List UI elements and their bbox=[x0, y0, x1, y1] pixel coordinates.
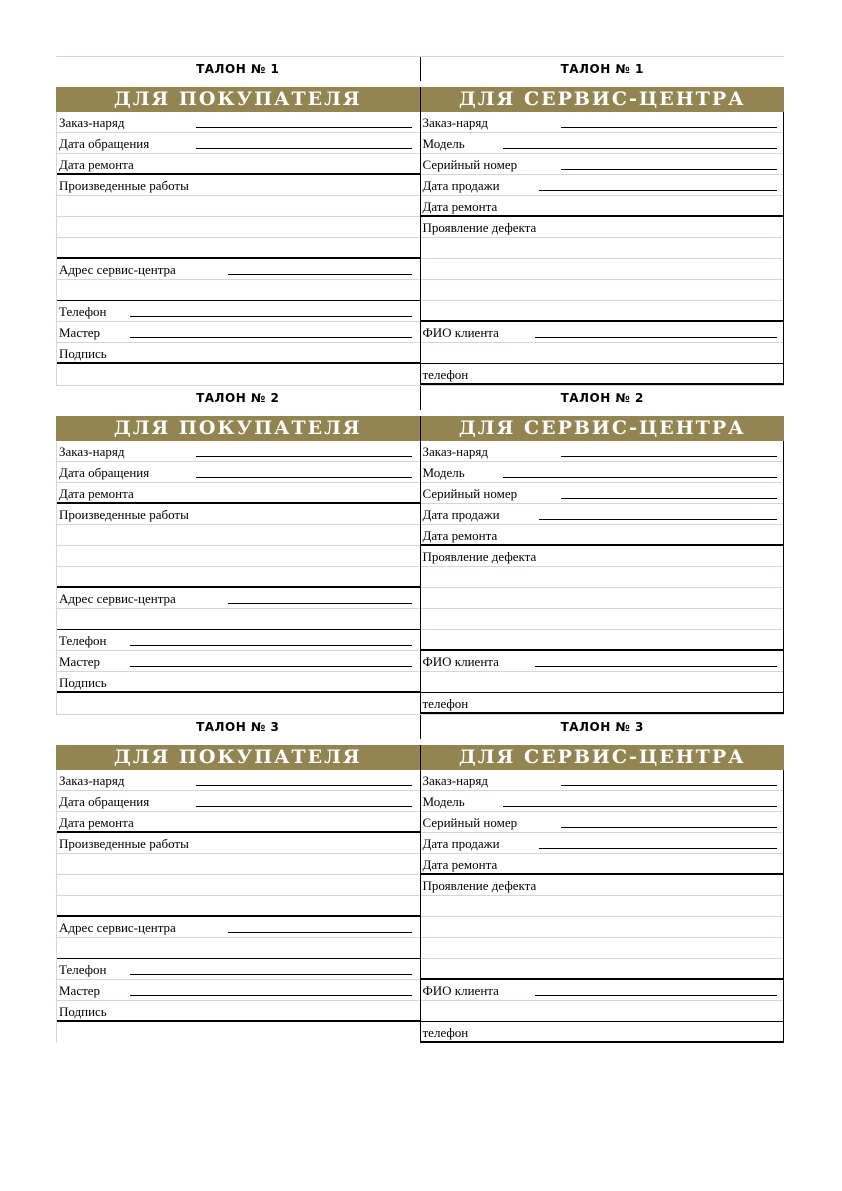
field-model[interactable] bbox=[421, 133, 784, 154]
field-defect[interactable] bbox=[421, 546, 784, 567]
service-section-band: ДЛЯ СЕРВИС-ЦЕНТРА bbox=[420, 745, 785, 770]
field-label: Дата ремонта bbox=[422, 528, 498, 543]
talon-title-left: ТАЛОН № 3 bbox=[196, 720, 280, 734]
blank-row[interactable] bbox=[421, 896, 784, 917]
blank-row[interactable] bbox=[421, 567, 784, 588]
field-client-name[interactable] bbox=[421, 322, 784, 343]
field-sale-date[interactable] bbox=[421, 175, 784, 196]
field-label: Телефон bbox=[59, 633, 107, 648]
blank-line bbox=[196, 456, 412, 457]
field-label: Модель bbox=[422, 794, 465, 809]
buyer-column bbox=[56, 770, 420, 1043]
field-label: Дата продажи bbox=[422, 836, 500, 851]
field-repair-date[interactable] bbox=[421, 196, 784, 217]
blank-line bbox=[503, 477, 777, 478]
blank-row[interactable] bbox=[421, 672, 784, 693]
blank-line bbox=[535, 666, 777, 667]
field-model[interactable] bbox=[421, 462, 784, 483]
blank-row[interactable] bbox=[57, 875, 420, 896]
blank-line bbox=[196, 806, 412, 807]
buyer-column bbox=[56, 441, 420, 714]
field-label: Произведенные работы bbox=[59, 507, 189, 522]
blank-line bbox=[535, 337, 777, 338]
field-label: ФИО клиента bbox=[422, 983, 499, 998]
blank-line bbox=[535, 995, 777, 996]
field-phone[interactable] bbox=[57, 959, 420, 980]
blank-row[interactable] bbox=[57, 896, 420, 917]
field-signature[interactable] bbox=[57, 1001, 420, 1022]
field-label: Произведенные работы bbox=[59, 178, 189, 193]
field-repair-date[interactable] bbox=[57, 483, 420, 504]
field-label: Дата ремонта bbox=[59, 486, 134, 501]
field-model[interactable] bbox=[421, 791, 784, 812]
field-serial[interactable] bbox=[421, 483, 784, 504]
blank-line bbox=[561, 498, 777, 499]
field-label: Мастер bbox=[59, 325, 101, 340]
service-column bbox=[420, 441, 785, 714]
field-repair-date[interactable] bbox=[421, 525, 784, 546]
field-sale-date[interactable] bbox=[421, 504, 784, 525]
blank-line bbox=[503, 806, 777, 807]
service-column bbox=[420, 770, 785, 1043]
blank-line bbox=[196, 148, 412, 149]
field-serial[interactable] bbox=[421, 154, 784, 175]
blank-row[interactable] bbox=[57, 196, 420, 217]
talon-header-row bbox=[56, 714, 784, 739]
field-phone[interactable] bbox=[421, 364, 784, 385]
blank-row[interactable] bbox=[57, 546, 420, 567]
talon-title-right: ТАЛОН № 1 bbox=[420, 57, 785, 81]
field-label: Дата ремонта bbox=[59, 157, 134, 172]
talon-title-right: ТАЛОН № 2 bbox=[420, 386, 785, 410]
field-label: Телефон bbox=[59, 962, 107, 977]
field-label: ФИО клиента bbox=[422, 325, 499, 340]
field-label: Дата обращения bbox=[59, 465, 150, 480]
field-label: Дата продажи bbox=[422, 178, 500, 193]
blank-line bbox=[228, 932, 412, 933]
talon-title-right: ТАЛОН № 3 bbox=[420, 715, 785, 739]
field-client-name[interactable] bbox=[421, 980, 784, 1001]
field-label: Подпись bbox=[59, 346, 107, 361]
field-master[interactable] bbox=[57, 322, 420, 343]
talon-header-row bbox=[56, 56, 784, 81]
section-band-row bbox=[56, 416, 784, 441]
buyer-section-band: ДЛЯ ПОКУПАТЕЛЯ bbox=[56, 87, 420, 112]
field-label: Заказ-наряд bbox=[59, 773, 125, 788]
blank-line bbox=[228, 603, 412, 604]
blank-row[interactable] bbox=[421, 609, 784, 630]
field-works[interactable] bbox=[57, 833, 420, 854]
blank-line bbox=[196, 127, 412, 128]
blank-line bbox=[561, 827, 777, 828]
field-label: Серийный номер bbox=[422, 157, 518, 172]
blank-line bbox=[130, 666, 412, 667]
field-label: Мастер bbox=[59, 654, 101, 669]
field-order[interactable] bbox=[57, 770, 420, 791]
field-appeal-date[interactable] bbox=[57, 462, 420, 483]
service-section-band: ДЛЯ СЕРВИС-ЦЕНТРА bbox=[420, 416, 785, 441]
field-label: Проявление дефекта bbox=[422, 549, 537, 564]
field-works[interactable] bbox=[57, 175, 420, 196]
field-order[interactable] bbox=[57, 112, 420, 133]
blank-row[interactable] bbox=[57, 525, 420, 546]
field-label: Модель bbox=[422, 136, 465, 151]
field-label: Дата ремонта bbox=[422, 857, 498, 872]
blank-row[interactable] bbox=[57, 938, 420, 959]
talon-1 bbox=[56, 56, 784, 385]
field-phone[interactable] bbox=[57, 301, 420, 322]
field-label: Адрес сервис-центра bbox=[59, 920, 176, 935]
blank-row[interactable] bbox=[57, 280, 420, 301]
field-client-name[interactable] bbox=[421, 651, 784, 672]
field-label: телефон bbox=[422, 696, 469, 711]
field-label: Телефон bbox=[59, 304, 107, 319]
blank-line bbox=[196, 477, 412, 478]
blank-line bbox=[561, 127, 777, 128]
field-label: Проявление дефекта bbox=[422, 878, 537, 893]
field-order[interactable] bbox=[421, 112, 784, 133]
field-label: Заказ-наряд bbox=[422, 773, 488, 788]
blank-row[interactable] bbox=[421, 588, 784, 609]
buyer-section-band: ДЛЯ ПОКУПАТЕЛЯ bbox=[56, 416, 420, 441]
blank-line bbox=[561, 785, 777, 786]
field-address[interactable] bbox=[57, 917, 420, 938]
field-phone[interactable] bbox=[421, 1022, 784, 1043]
field-label: Модель bbox=[422, 465, 465, 480]
field-label: телефон bbox=[422, 367, 469, 382]
blank-line bbox=[539, 848, 777, 849]
field-signature[interactable] bbox=[57, 343, 420, 364]
buyer-column bbox=[56, 112, 420, 385]
talon-3 bbox=[56, 714, 784, 1043]
blank-row[interactable] bbox=[57, 217, 420, 238]
field-label: Адрес сервис-центра bbox=[59, 591, 176, 606]
field-label: Серийный номер bbox=[422, 815, 518, 830]
talon-header-row bbox=[56, 385, 784, 410]
field-label: Заказ-наряд bbox=[59, 444, 125, 459]
blank-line bbox=[503, 148, 777, 149]
blank-line bbox=[130, 974, 412, 975]
field-label: Адрес сервис-центра bbox=[59, 262, 176, 277]
blank-row[interactable] bbox=[421, 343, 784, 364]
blank-row[interactable] bbox=[57, 238, 420, 259]
field-label: Дата продажи bbox=[422, 507, 500, 522]
field-master[interactable] bbox=[57, 980, 420, 1001]
field-label: Дата обращения bbox=[59, 794, 150, 809]
blank-row[interactable] bbox=[421, 917, 784, 938]
blank-row[interactable] bbox=[57, 609, 420, 630]
field-label: ФИО клиента bbox=[422, 654, 499, 669]
field-label: Подпись bbox=[59, 1004, 107, 1019]
service-column bbox=[420, 112, 785, 385]
section-band-row bbox=[56, 745, 784, 770]
blank-line bbox=[196, 785, 412, 786]
section-band-row bbox=[56, 87, 784, 112]
field-master[interactable] bbox=[57, 651, 420, 672]
field-address[interactable] bbox=[57, 588, 420, 609]
field-address[interactable] bbox=[57, 259, 420, 280]
field-works[interactable] bbox=[57, 504, 420, 525]
field-label: Дата ремонта bbox=[59, 815, 134, 830]
blank-line bbox=[130, 316, 412, 317]
field-repair-date[interactable] bbox=[57, 812, 420, 833]
field-label: Дата ремонта bbox=[422, 199, 498, 214]
field-signature[interactable] bbox=[57, 672, 420, 693]
blank-row[interactable] bbox=[421, 280, 784, 301]
field-repair-date[interactable] bbox=[57, 154, 420, 175]
blank-row[interactable] bbox=[421, 959, 784, 980]
field-order[interactable] bbox=[421, 441, 784, 462]
blank-line bbox=[561, 169, 777, 170]
field-label: Заказ-наряд bbox=[422, 115, 488, 130]
field-order[interactable] bbox=[57, 441, 420, 462]
field-label: Дата обращения bbox=[59, 136, 150, 151]
blank-row[interactable] bbox=[421, 938, 784, 959]
field-defect[interactable] bbox=[421, 217, 784, 238]
field-label: Проявление дефекта bbox=[422, 220, 537, 235]
field-label: телефон bbox=[422, 1025, 469, 1040]
field-sale-date[interactable] bbox=[421, 833, 784, 854]
blank-line bbox=[539, 190, 777, 191]
field-label: Заказ-наряд bbox=[422, 444, 488, 459]
field-label: Мастер bbox=[59, 983, 101, 998]
blank-row[interactable] bbox=[57, 854, 420, 875]
field-defect[interactable] bbox=[421, 875, 784, 896]
talon-2 bbox=[56, 385, 784, 714]
blank-row[interactable] bbox=[57, 567, 420, 588]
field-order[interactable] bbox=[421, 770, 784, 791]
blank-line bbox=[539, 519, 777, 520]
blank-row[interactable] bbox=[421, 1001, 784, 1022]
talon-title-left: ТАЛОН № 2 bbox=[196, 391, 280, 405]
field-label: Подпись bbox=[59, 675, 107, 690]
field-phone[interactable] bbox=[57, 630, 420, 651]
blank-line bbox=[228, 274, 412, 275]
blank-row[interactable] bbox=[421, 301, 784, 322]
field-label: Заказ-наряд bbox=[59, 115, 125, 130]
field-repair-date[interactable] bbox=[421, 854, 784, 875]
blank-line bbox=[561, 456, 777, 457]
blank-row[interactable] bbox=[421, 238, 784, 259]
talon-title-left: ТАЛОН № 1 bbox=[196, 62, 280, 76]
field-appeal-date[interactable] bbox=[57, 791, 420, 812]
coupon-sheet bbox=[56, 56, 784, 1043]
blank-line bbox=[130, 995, 412, 996]
blank-line bbox=[130, 337, 412, 338]
field-phone[interactable] bbox=[421, 693, 784, 714]
blank-line bbox=[130, 645, 412, 646]
field-label: Серийный номер bbox=[422, 486, 518, 501]
blank-row[interactable] bbox=[421, 259, 784, 280]
blank-row[interactable] bbox=[421, 630, 784, 651]
field-label: Произведенные работы bbox=[59, 836, 189, 851]
service-section-band: ДЛЯ СЕРВИС-ЦЕНТРА bbox=[420, 87, 785, 112]
field-appeal-date[interactable] bbox=[57, 133, 420, 154]
buyer-section-band: ДЛЯ ПОКУПАТЕЛЯ bbox=[56, 745, 420, 770]
field-serial[interactable] bbox=[421, 812, 784, 833]
